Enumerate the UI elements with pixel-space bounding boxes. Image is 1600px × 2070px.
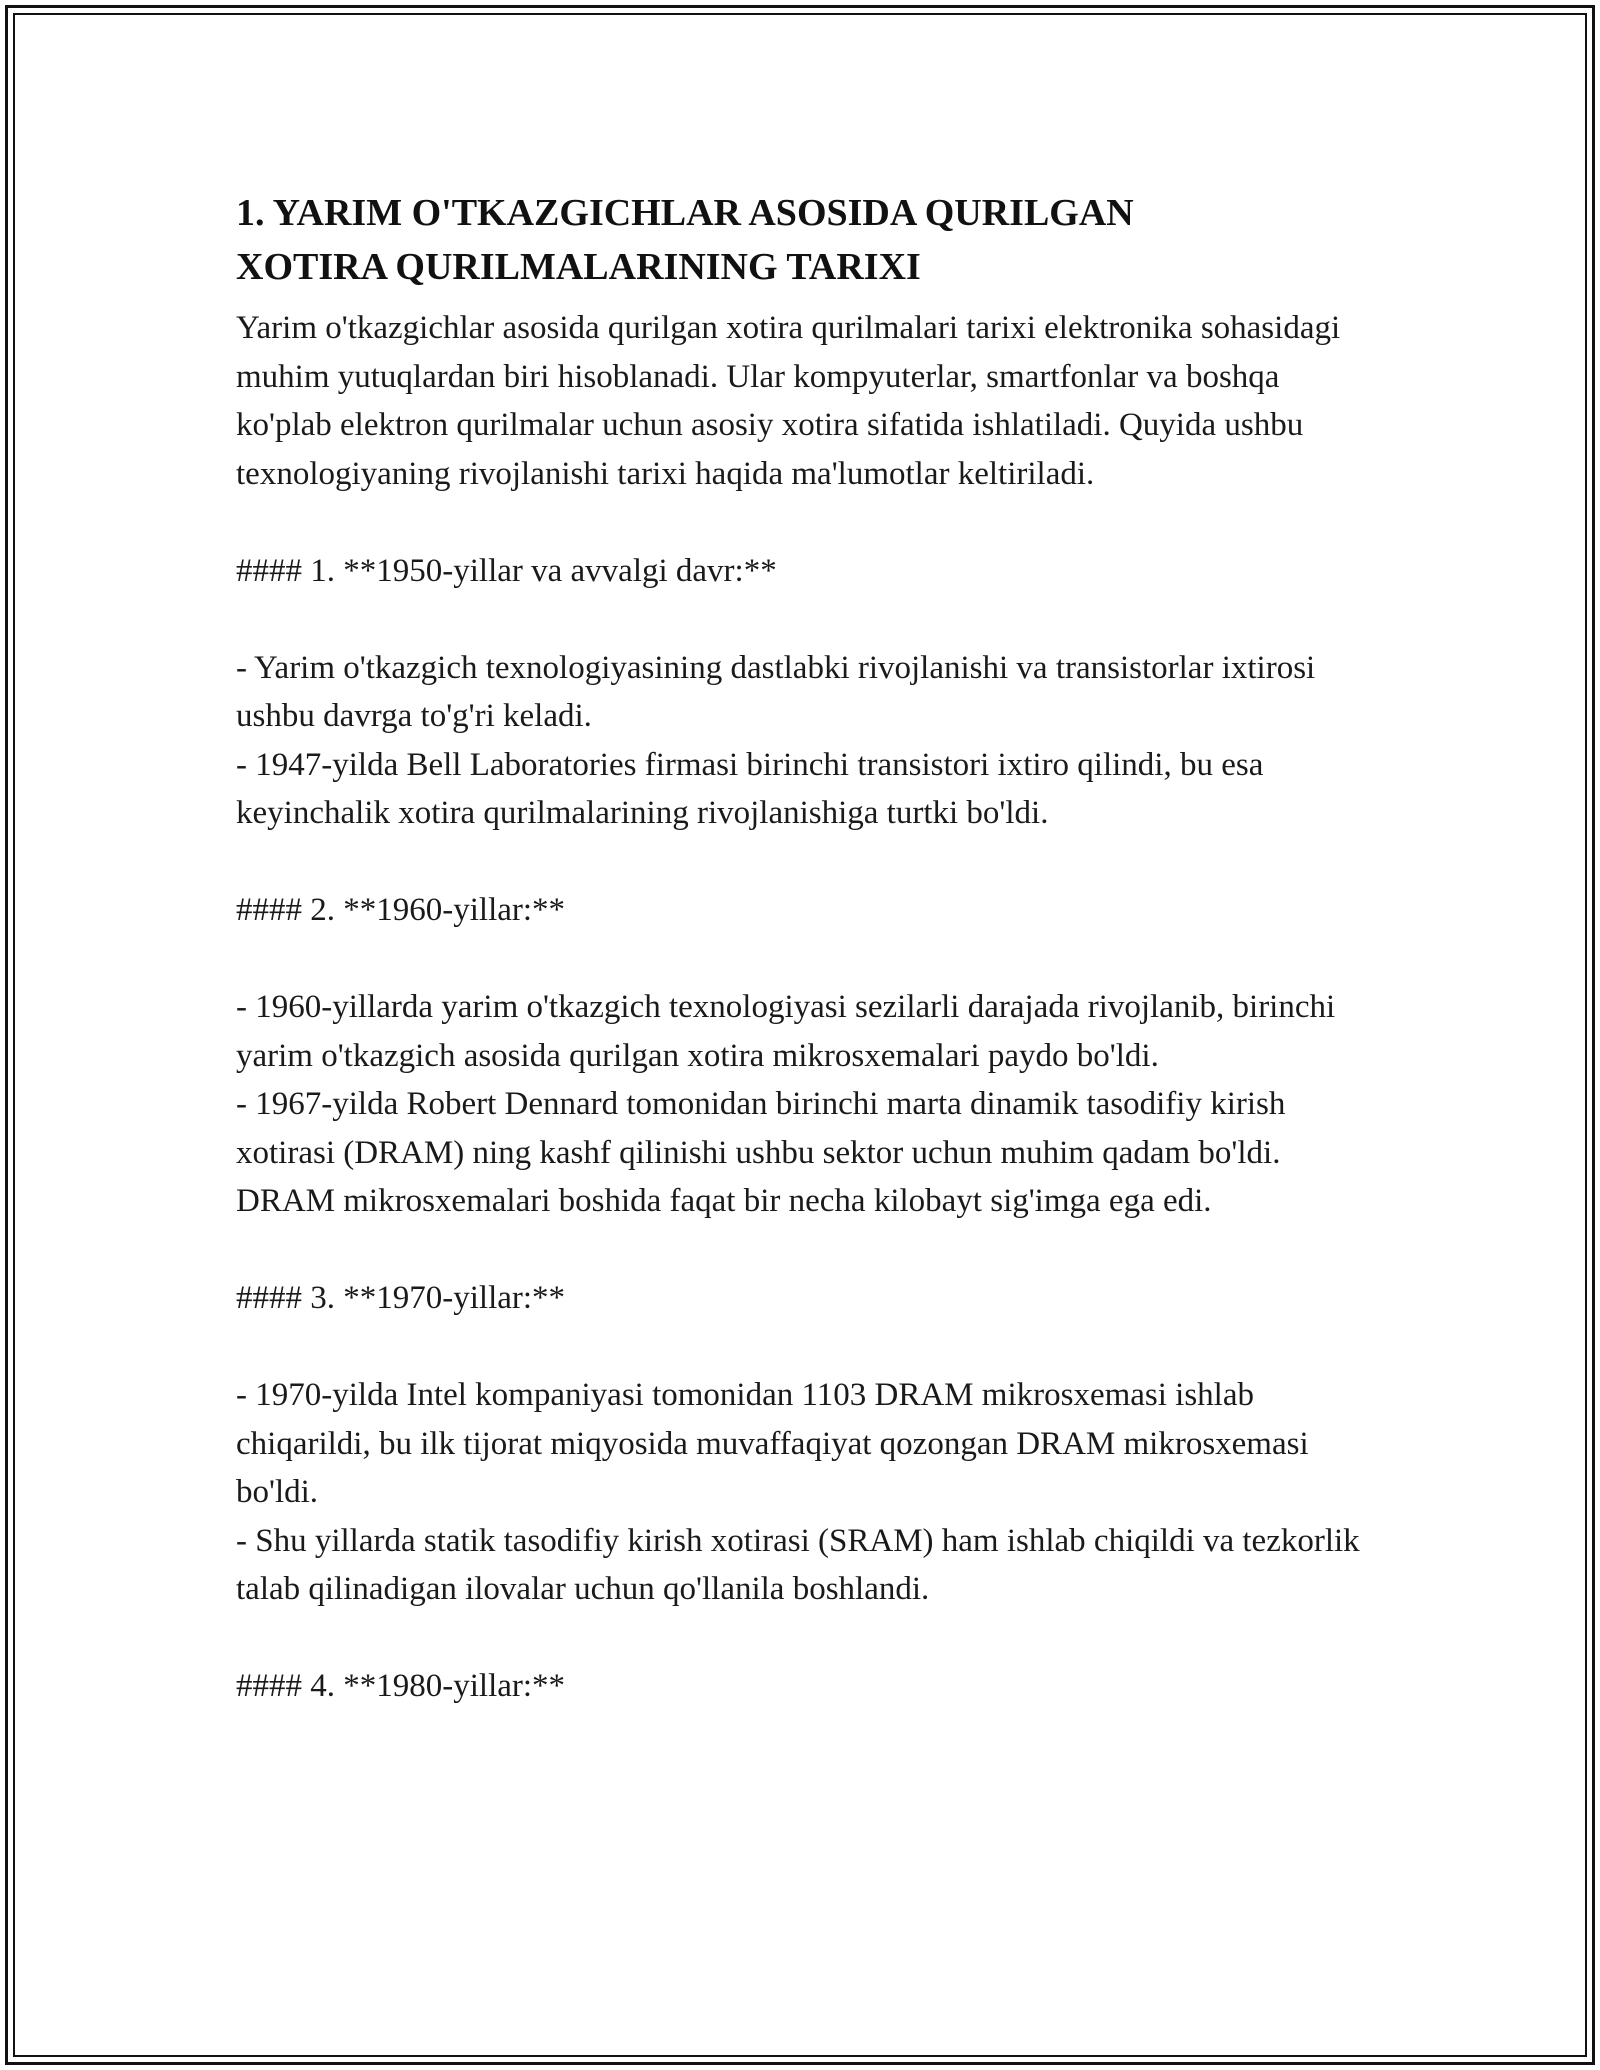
page-title [236, 186, 1366, 294]
bullet-1970s-2: - Shu yillarda statik tasodifiy kirish xotirasi (SRAM) ham ishlab chiqildi va tezkorlik talab qilinadigan ilovalar uchun qo'llanila boshlandi. [236, 1522, 1360, 1607]
bullet-1970s-1: - 1970-yilda Intel kompaniyasi tomonidan 1103 DRAM mikrosxemasi ishlab chiqarildi, bu ilk tijorat miqyosida muvaffaqiyat qozongan DRAM mikrosxemasi bo'ldi. [236, 1377, 1309, 1510]
spacer [236, 595, 1366, 644]
title-line-2: XOTIRA QURILMALARINING TARIXI [236, 246, 921, 288]
title-line-1: 1. YARIM O'TKAZGICHLAR ASOSIDA QURILGAN [236, 192, 1134, 234]
spacer [236, 1226, 1366, 1275]
bullet-1950s-1: - Yarim o'tkazgich texnologiyasining dastlabki rivojlanishi va transistorlar ixtirosi ushbu davrga to'g'ri keladi. [236, 649, 1316, 734]
spacer [236, 838, 1366, 887]
bullet-1960s-1: - 1960-yillarda yarim o'tkazgich texnologiyasi sezilarli darajada rivojlanib, birinchi yarim o'tkazgich asosida qurilgan xotira mikrosxemalari paydo bo'ldi. [236, 989, 1336, 1074]
section-heading-1960s: #### 2. **1960-yillar:** [236, 892, 566, 928]
bullet-1950s-2: - 1947-yilda Bell Laboratories firmasi birinchi transistori ixtiro qilindi, bu esa keyinchalik xotira qurilmalarining rivojlanishiga turtki bo'ldi. [236, 746, 1264, 831]
spacer [236, 1614, 1366, 1663]
bullet-1960s-2: - 1967-yilda Robert Dennard tomonidan birinchi marta dinamik tasodifiy kirish xotirasi (DRAM) ning kashf qilinishi ushbu sektor uchun muhim qadam bo'ldi. DRAM mikrosxemalari boshida faqat bir necha kilobayt sig'imga ega edi. [236, 1086, 1286, 1219]
section-heading-1980s: #### 4. **1980-yillar:** [236, 1668, 566, 1704]
page-content [236, 186, 1366, 1711]
spacer [236, 935, 1366, 984]
intro-paragraph: Yarim o'tkazgichlar asosida qurilgan xotira qurilmalari tarixi elektronika sohasidagi muhim yutuqlardan biri hisoblanadi. Ular kompyuterlar, smartfonlar va boshqa ko'plab elektron qurilmalar uchun asosiy xotira sifatida ishlatiladi. Quyida ushbu texnologiyaning rivojlanishi tarixi haqida ma'lumotlar keltiriladi. [236, 310, 1341, 492]
section-heading-1970s: #### 3. **1970-yillar:** [236, 1280, 566, 1316]
spacer [236, 498, 1366, 547]
spacer [236, 1323, 1366, 1372]
section-heading-1950s: #### 1. **1950-yillar va avvalgi davr:** [236, 552, 777, 589]
